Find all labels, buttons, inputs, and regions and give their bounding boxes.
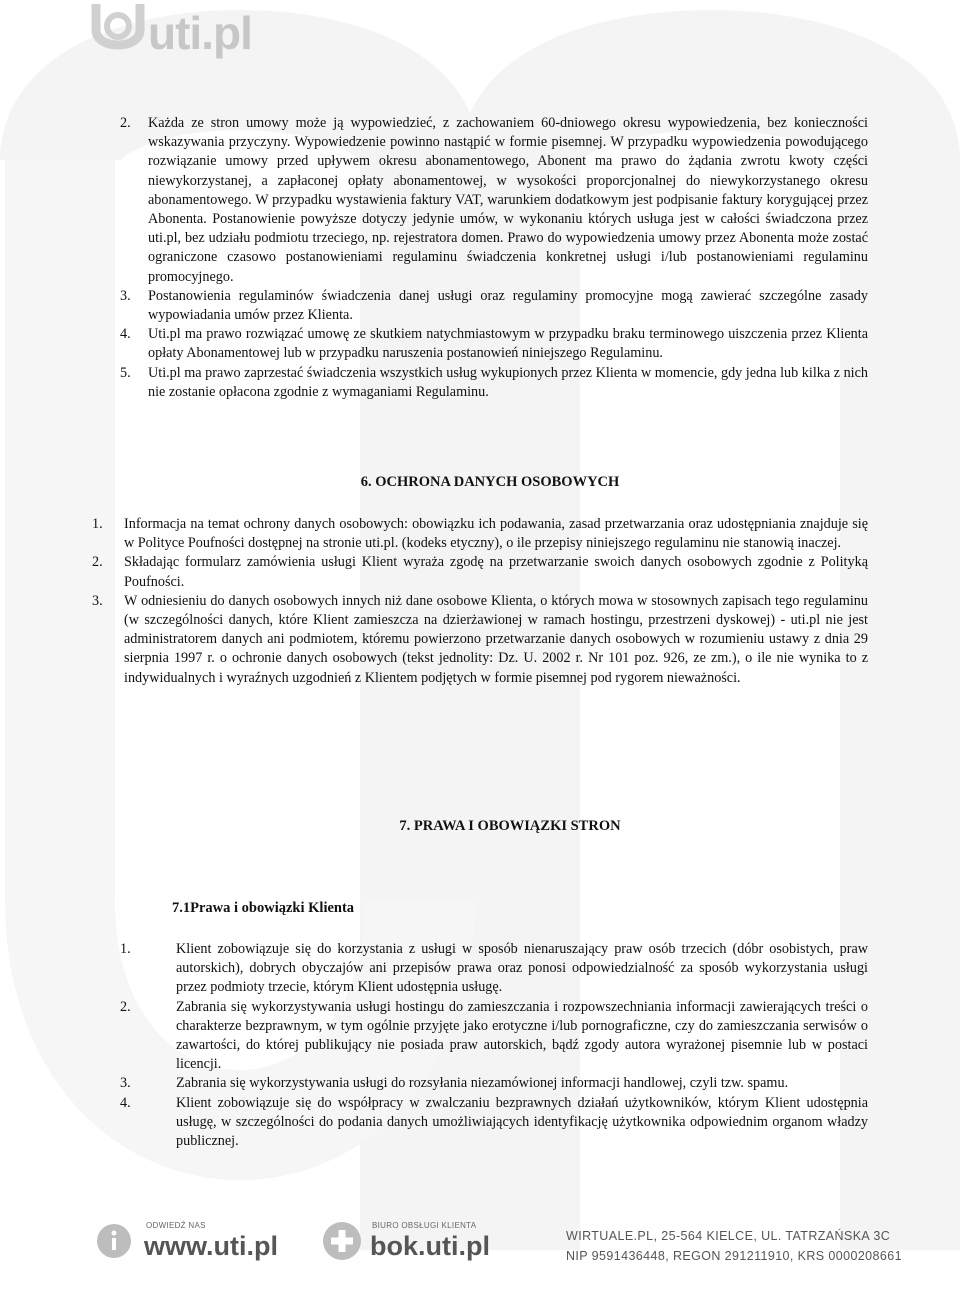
list-item [120,1094,868,1152]
item-text: Postanowienia regulaminów świadczenia danej usługi oraz regulaminy promocyjne mogą zawierać szczególne zasady wypowiadania umów przez Klienta. [148,287,868,324]
item-number: 2. [120,115,131,131]
item-text: Klient zobowiązuje się do współpracy w zwalczaniu bezprawnych działań użytkowników, którym Klient udostępnia usługę, w szczególności do podania danych umożliwiających identyfikację użytkownika odpowiednim organom władzy publicznej. [176,1094,868,1150]
support-link[interactable]: bok.uti.pl [370,1231,490,1261]
info-icon [96,1223,132,1259]
item-number: 4. [120,326,131,343]
list-item [92,592,868,688]
item-text: Uti.pl ma prawo rozwiązać umowę ze skutkiem natychmiastowym w przypadku braku terminowego uiszczenia przez Klienta opłaty Abonamentowej lub w przypadku naruszenia postanowień niniejszego Regulaminu. [148,326,868,362]
section7-list [120,940,868,1151]
item-number: 3. [120,1075,131,1092]
company-address: WIRTUALE.PL, 25-564 KIELCE, UL. TATRZAŃSKA 3C [566,1229,891,1243]
section6-list [92,515,868,688]
item-number: 2. [92,554,103,571]
list-item [120,114,868,287]
item-number: 1. [92,516,103,532]
list-item [92,515,868,553]
logo-text: uti.pl [148,7,252,59]
item-number: 3. [92,592,103,609]
section6-title: 6. OCHRONA DANYCH OSOBOWYCH [360,474,620,490]
item-number: 3. [120,287,131,304]
list-item [120,940,868,998]
list-item [120,998,868,1075]
plus-icon [322,1221,362,1261]
list-item [92,553,868,591]
page-footer [0,1205,960,1275]
item-text: Uti.pl ma prawo zaprzestać świadczenia wszystkich usług wykupionych przez Klienta w momencie, gdy jedna lub kilka z nich nie zostanie opłacona zgodnie z wymaganiami Regulaminu. [148,364,868,400]
list-item [120,364,868,402]
list-item [120,325,868,363]
logo-mark-icon [88,0,148,58]
item-text: W odniesieniu do danych osobowych innych niż dane osobowe Klienta, o których mowa w stosownych zapisach tego regulaminu (w szczególności danych, które Klient zamieszcza na dzierżawionej w ramach hostingu, przestrzeni dyskowej) - uti.pl nie jest administratorem danych ani podmiotem, któremu powierzono przetwarzanie danych osobowych w rozumieniu ustawy z dnia 29 sierpnia 1997 r. o ochronie danych osobowych (tekst jednolity: Dz. U. 2002 r. Nr 101 poz. 926, ze zm.), o ile nie wynika to z indywidualnych i wyraźnych uzgodnień z Klientem podjętych w formie pisemnej pod rygorem nieważności. [124,592,868,686]
list-item [120,287,868,325]
item-number: 5. [120,364,131,381]
item-text: Informacja na temat ochrony danych osobowych: obowiązku ich podawania, zasad przetwarzania oraz udostępniania znajduje się w Polityce Poufności dostępnej na stronie uti.pl. (kodeks etyczny), o ile przepisy niniejszego regulaminu nie stanowią inaczej. [124,516,868,552]
item-text: Klient zobowiązuje się do korzystania z usługi w sposób nienaruszający praw osób trzecich (dóbr osobistych, praw autorskich), dobrych obyczajów ani przepisów prawa oraz ponosi odpowiedzialność za sposób wykorzystania usługi przez podmioty trzecie, którym Klient udostępnia usługę. [176,941,868,996]
section5-list [120,114,868,402]
company-registry: NIP 9591436448, REGON 291211910, KRS 0000208661 [566,1249,902,1263]
item-text: Zabrania się wykorzystywania usługi do rozsyłania niezamówionej informacji handlowej, czyli tzw. spamu. [176,1075,789,1092]
item-text: Zabrania się wykorzystywania usługi hostingu do zamieszczania i rozpowszechniania informacji zawierających treści o charakterze bezprawnym, w tym ogólnie przyjęte jako erotyczne i/lub pornograficzne, czy do zamieszczania serwisów o zawartości, do której publikujący nie posiada praw autorskich, bądź zgody autora wyrażonej pisemnie lub w postaci licencji. [176,998,868,1073]
item-number: 4. [120,1094,131,1111]
visit-link[interactable]: www.uti.pl [144,1231,278,1261]
visit-label: ODWIEDŹ NAS [146,1221,206,1230]
item-number: 2. [120,998,131,1015]
section7-title: 7. PRAWA I OBOWIĄZKI STRON [399,818,621,834]
header-logo [88,0,278,60]
list-item [120,1074,868,1093]
item-text: Każda ze stron umowy może ją wypowiedzieć, z zachowaniem 60-dniowego okresu wypowiedzenia, bez konieczności wskazywania przyczyny. Wypowiedzenie powinno nastąpić w formie pisemnej. W przypadku wypowiedzenia powodującego rozwiązanie umowy przed upływem okresu abonamentowego, Abonent ma prawo do żądania zwrotu kwoty części niewykorzystanej, a zapłaconej opłaty abonamentowej, w wysokości proporcjonalnej do niewykorzystanego okresu abonamentowego. W przypadku wystawienia faktury VAT, warunkiem dodatkowym jest podpisanie faktury korygującej przez Abonenta. Postanowienie powyższe dotyczy jedynie umów, w wykonaniu których usługa jest w całości świadczona przez uti.pl, bez udziału podmiotu trzeciego, np. rejestratora domen. Prawo do wypowiedzenia umowy przez Abonenta może zostać ograniczone czasowo postanowieniami regulaminu świadczenia konkretnej usługi i/lub postanowieniami regulaminu promocyjnego. [148,115,868,285]
item-number: 1. [120,941,131,957]
item-text: Składając formularz zamówienia usługi Klient wyraża zgodę na przetwarzanie swoich danych osobowych zgodnie z Polityką Poufności. [124,554,868,590]
section7-subtitle: 7.1Prawa i obowiązki Klienta [172,900,355,916]
support-label: BIURO OBSŁUGI KLIENTA [372,1221,477,1230]
